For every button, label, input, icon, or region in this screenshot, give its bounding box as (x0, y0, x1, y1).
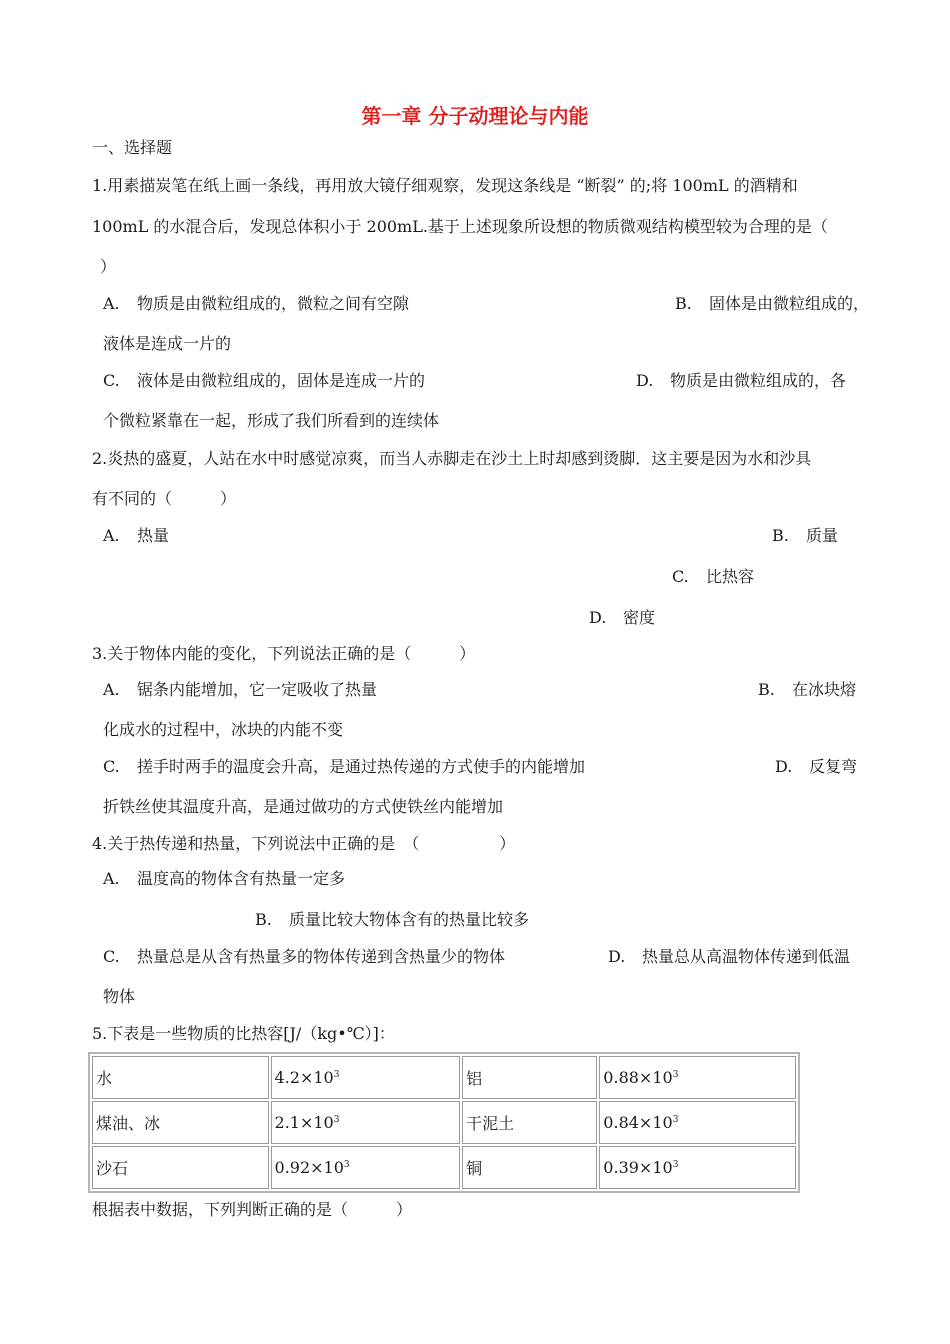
q3-option-b-continued: 化成水的过程中，冰块的内能不变 (103, 720, 344, 739)
q1-option-a[interactable] (103, 294, 409, 314)
option-letter: D. (608, 947, 626, 966)
option-text: 温度高的物体含有热量一定多 (137, 869, 346, 888)
table-row (92, 1056, 796, 1099)
option-letter: D. (775, 757, 793, 776)
option-text: 物质是由微粒组成的，微粒之间有空隙 (137, 294, 410, 313)
q1-stem-line2: 100mL 的水混合后，发现总体积小于 200mL.基于上述现象所设想的物质微观结构模型较为合理的是（ (92, 217, 828, 236)
q3-stem-line1: 3.关于物体内能的变化，下列说法正确的是（ ） (92, 644, 476, 663)
option-letter: B. (255, 910, 272, 929)
option-text: 热量 (137, 526, 170, 545)
q2-stem-line1: 2.炎热的盛夏，人站在水中时感觉凉爽，而当人赤脚走在沙土上时却感到烫脚．这主要是因为水和沙具 (92, 449, 812, 468)
q1-option-d-continued: 个微粒紧靠在一起，形成了我们所看到的连续体 (103, 411, 440, 430)
q2-option-b[interactable] (772, 526, 838, 546)
option-text: 热量总从高温物体传递到低温 (642, 947, 851, 966)
substance-cell: 干泥土 (462, 1101, 597, 1144)
option-letter: C. (103, 757, 120, 776)
option-text: 热量总是从含有热量多的物体传递到含热量少的物体 (137, 947, 506, 966)
q3-option-a[interactable] (103, 680, 377, 700)
option-letter: D. (589, 608, 607, 627)
substance-cell: 煤油、冰 (92, 1101, 269, 1144)
q1-option-d[interactable] (636, 371, 846, 391)
substance-cell: 沙石 (92, 1146, 269, 1189)
option-letter: C. (672, 567, 689, 586)
q3-option-c[interactable] (103, 757, 585, 777)
specific-heat-table (88, 1052, 800, 1193)
option-text: 反复弯 (809, 757, 858, 776)
option-letter: A. (103, 680, 120, 699)
option-text: 搓手时两手的温度会升高，是通过热传递的方式使手的内能增加 (137, 757, 586, 776)
option-letter: B. (772, 526, 789, 545)
value-cell: $4.2\times 10^3$ (271, 1056, 461, 1099)
option-text: 锯条内能增加，它一定吸收了热量 (137, 680, 378, 699)
q2-option-c[interactable] (672, 567, 754, 587)
q3-option-d[interactable] (775, 757, 857, 777)
option-text: 在冰块熔 (792, 680, 857, 699)
option-letter: C. (103, 371, 120, 390)
option-letter: D. (636, 371, 654, 390)
section-heading: 一、选择题 (92, 138, 173, 157)
q1-option-b-continued: 液体是连成一片的 (103, 334, 232, 353)
option-letter: C. (103, 947, 120, 966)
q2-option-a[interactable] (103, 526, 169, 546)
option-text: 液体是由微粒组成的，固体是连成一片的 (137, 371, 426, 390)
q4-option-d-continued: 物体 (103, 987, 136, 1006)
q5-stem-line1: 5.下表是一些物质的比热容[J/（kg•℃）]： (92, 1024, 395, 1043)
page-title: 第一章 分子动理论与内能 (361, 104, 589, 128)
value-cell: $0.39\times 10^3$ (599, 1146, 796, 1189)
q4-option-c[interactable] (103, 947, 505, 967)
q3-option-d-continued: 折铁丝使其温度升高，是通过做功的方式使铁丝内能增加 (103, 797, 504, 816)
value-cell: $2.1\times 10^3$ (271, 1101, 461, 1144)
q1-option-b[interactable] (675, 294, 869, 314)
q3-option-b[interactable] (758, 680, 856, 700)
q4-option-b[interactable] (255, 910, 529, 930)
option-letter: B. (675, 294, 692, 313)
substance-cell: 铜 (462, 1146, 597, 1189)
q4-stem-line1: 4.关于热传递和热量，下列说法中正确的是 （ ） (92, 834, 516, 853)
table-row (92, 1146, 796, 1189)
option-text: 固体是由微粒组成的， (709, 294, 870, 313)
q4-option-a[interactable] (103, 869, 345, 889)
q1-option-c[interactable] (103, 371, 425, 391)
substance-cell: 铝 (462, 1056, 597, 1099)
option-letter: A. (103, 869, 120, 888)
option-letter: A. (103, 294, 120, 313)
q2-option-d[interactable] (589, 608, 655, 628)
q2-stem-line2: 有不同的（ ） (92, 489, 237, 508)
option-text: 物质是由微粒组成的，各 (670, 371, 847, 390)
option-letter: A. (103, 526, 120, 545)
option-text: 质量比较大物体含有的热量比较多 (289, 910, 530, 929)
value-cell: $0.84\times 10^3$ (599, 1101, 796, 1144)
table-row (92, 1101, 796, 1144)
value-cell: $0.92\times 10^3$ (271, 1146, 461, 1189)
q5-stem-after-table: 根据表中数据，下列判断正确的是（ ） (92, 1200, 413, 1219)
option-text: 质量 (806, 526, 839, 545)
substance-cell: 水 (92, 1056, 269, 1099)
option-text: 比热容 (706, 567, 755, 586)
q1-stem-line1: 1.用素描炭笔在纸上画一条线，再用放大镜仔细观察，发现这条线是 “断裂” 的;将 100mL 的酒精和 (92, 176, 798, 195)
option-letter: B. (758, 680, 775, 699)
value-cell: $0.88\times 10^3$ (599, 1056, 796, 1099)
q1-stem-line3: ） (100, 257, 117, 276)
option-text: 密度 (623, 608, 656, 627)
q4-option-d[interactable] (608, 947, 850, 967)
